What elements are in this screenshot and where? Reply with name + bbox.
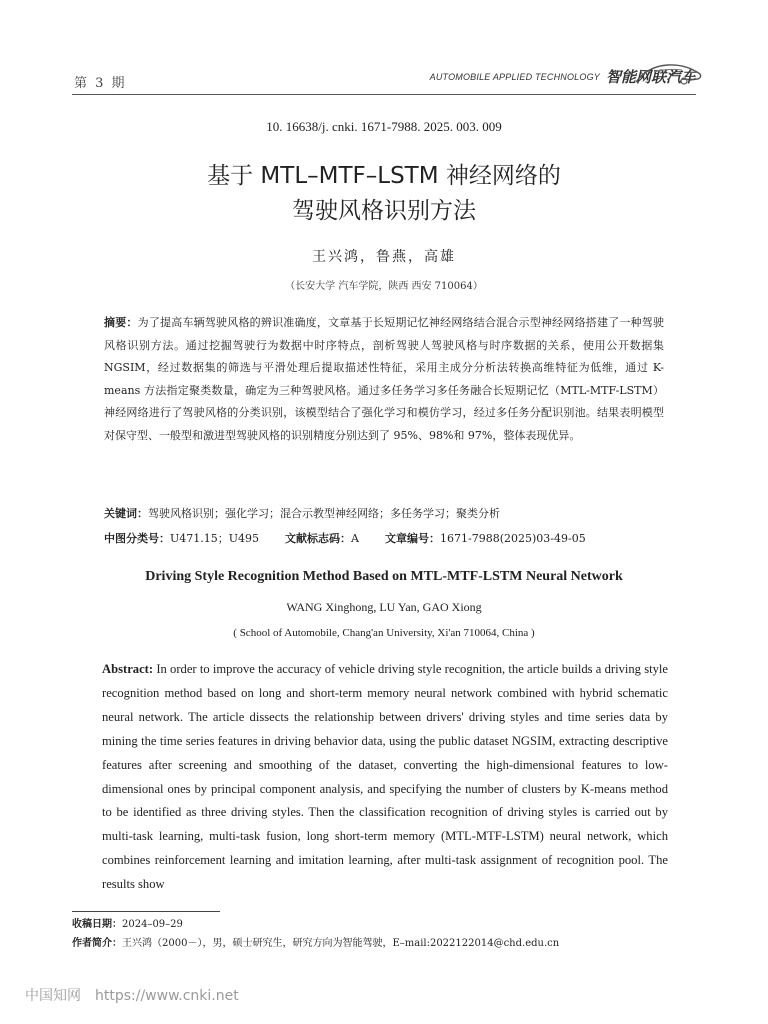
- keywords-text: 驾驶风格识别；强化学习；混合示教型神经网络；多任务学习；聚类分析: [148, 507, 500, 520]
- received-date-value: 2024–09–29: [122, 919, 183, 930]
- journal-name-cn: 智能网联汽车: [605, 68, 696, 86]
- abstract-en-text: In order to improve the accuracy of vehicle driving style recognition, the article builds a driving style recognition method based on long and short-term memory neural network combined with hybrid schematic neural network. The article dissects the relationship between drivers' driving styles and time series data by mining the time series features in driving behavior data, using the public dataset NGSIM, extracting descriptive features after screening and smoothing of the dataset, converting the high-dimensional features to low-dimensional ones by principal component analysis, and specifying the number of clusters by K-means method to be identified as three driving styles. Then the classification recognition of driving styles is carried out by multi-task learning, multi-task fusion, long short-term memory (MTL-MTF-LSTM) neural network, which combines reinforcement learning and imitation learning, after multi-task assignment of recognition pool. The results show: [102, 662, 668, 892]
- authors: 王兴鸿，鲁燕，高雄: [312, 249, 456, 265]
- english-authors: WANG Xinghong, LU Yan, GAO Xiong: [286, 600, 482, 614]
- author-bio: [72, 934, 559, 949]
- issue-number: 第 3 期: [74, 76, 127, 91]
- abstract-cn-label: 摘要：: [104, 316, 138, 329]
- watermark-site-name: 中国知网: [25, 988, 81, 1004]
- author-bio-label: 作者简介：: [72, 938, 122, 949]
- clc-label: 中图分类号：: [104, 532, 170, 545]
- title-line-1: 基于 MTL–MTF–LSTM 神经网络的: [207, 163, 561, 189]
- abstract-en: [102, 658, 668, 897]
- cnki-watermark: [25, 985, 239, 1005]
- doc-code-value: A: [351, 532, 359, 545]
- clc-value: U471.15；U495: [170, 532, 260, 545]
- doi: 10. 16638/j. cnki. 1671-7988. 2025. 003. 009: [266, 119, 502, 134]
- english-affiliation: ( School of Automobile, Chang'an University, Xi'an 710064, China ): [233, 627, 535, 639]
- running-header: [72, 66, 696, 92]
- journal-logo: [430, 66, 696, 87]
- article-number-label: 文章编号：: [384, 532, 440, 545]
- keywords: [104, 505, 664, 521]
- footnote-divider: [72, 911, 220, 912]
- received-date: [72, 915, 183, 930]
- author-bio-value: 王兴鸿（2000－），男，硕士研究生，研究方向为智能驾驶，E–mail:2022122014@chd.edu.cn: [122, 938, 560, 949]
- watermark-url: https://www.cnki.net: [95, 988, 239, 1004]
- header-divider: [72, 94, 696, 95]
- journal-name-en: AUTOMOBILE APPLIED TECHNOLOGY: [429, 71, 600, 82]
- classification-line: [104, 530, 664, 546]
- keywords-label: 关键词：: [104, 507, 148, 520]
- abstract-cn-text: 为了提高车辆驾驶风格的辨识准确度，文章基于长短期记忆神经网络结合混合示型神经网络搭建了一种驾驶风格识别方法。通过挖掘驾驶行为数据中时序特点，剖析驾驶人驾驶风格与时序数据的关系，使用公开数据集 NGSIM，经过数据集的筛选与平滑处理后提取描述性特征，采用主成分分析法转换高维特征为低维，通过 K-means 方法指定聚类数量，确定为三种驾驶风格。通过多任务学习多任务融合长短期记忆（MTL-MTF-LSTM）神经网络进行了驾驶风格的分类识别，该模型结合了强化学习和模仿学习，经过多任务分配识别池。结果表明模型对保守型、一般型和激进型驾驶风格的识别精度分别达到了 95%、98%和 97%，整体表现优异。: [104, 316, 665, 442]
- car-logo-icon: [634, 60, 704, 88]
- title-line-2: 驾驶风格识别方法: [292, 198, 476, 224]
- article-number-value: 1671-7988(2025)03-49-05: [439, 532, 586, 545]
- affiliation: （长安大学 汽车学院，陕西 西安 710064）: [285, 281, 483, 292]
- paper-title: [0, 159, 768, 229]
- received-date-label: 收稿日期：: [72, 919, 122, 930]
- english-title: Driving Style Recognition Method Based on MTL-MTF-LSTM Neural Network: [145, 569, 623, 584]
- doc-code-label: 文献标志码：: [285, 532, 352, 545]
- abstract-en-label: Abstract:: [102, 662, 154, 676]
- abstract-cn: [104, 312, 664, 448]
